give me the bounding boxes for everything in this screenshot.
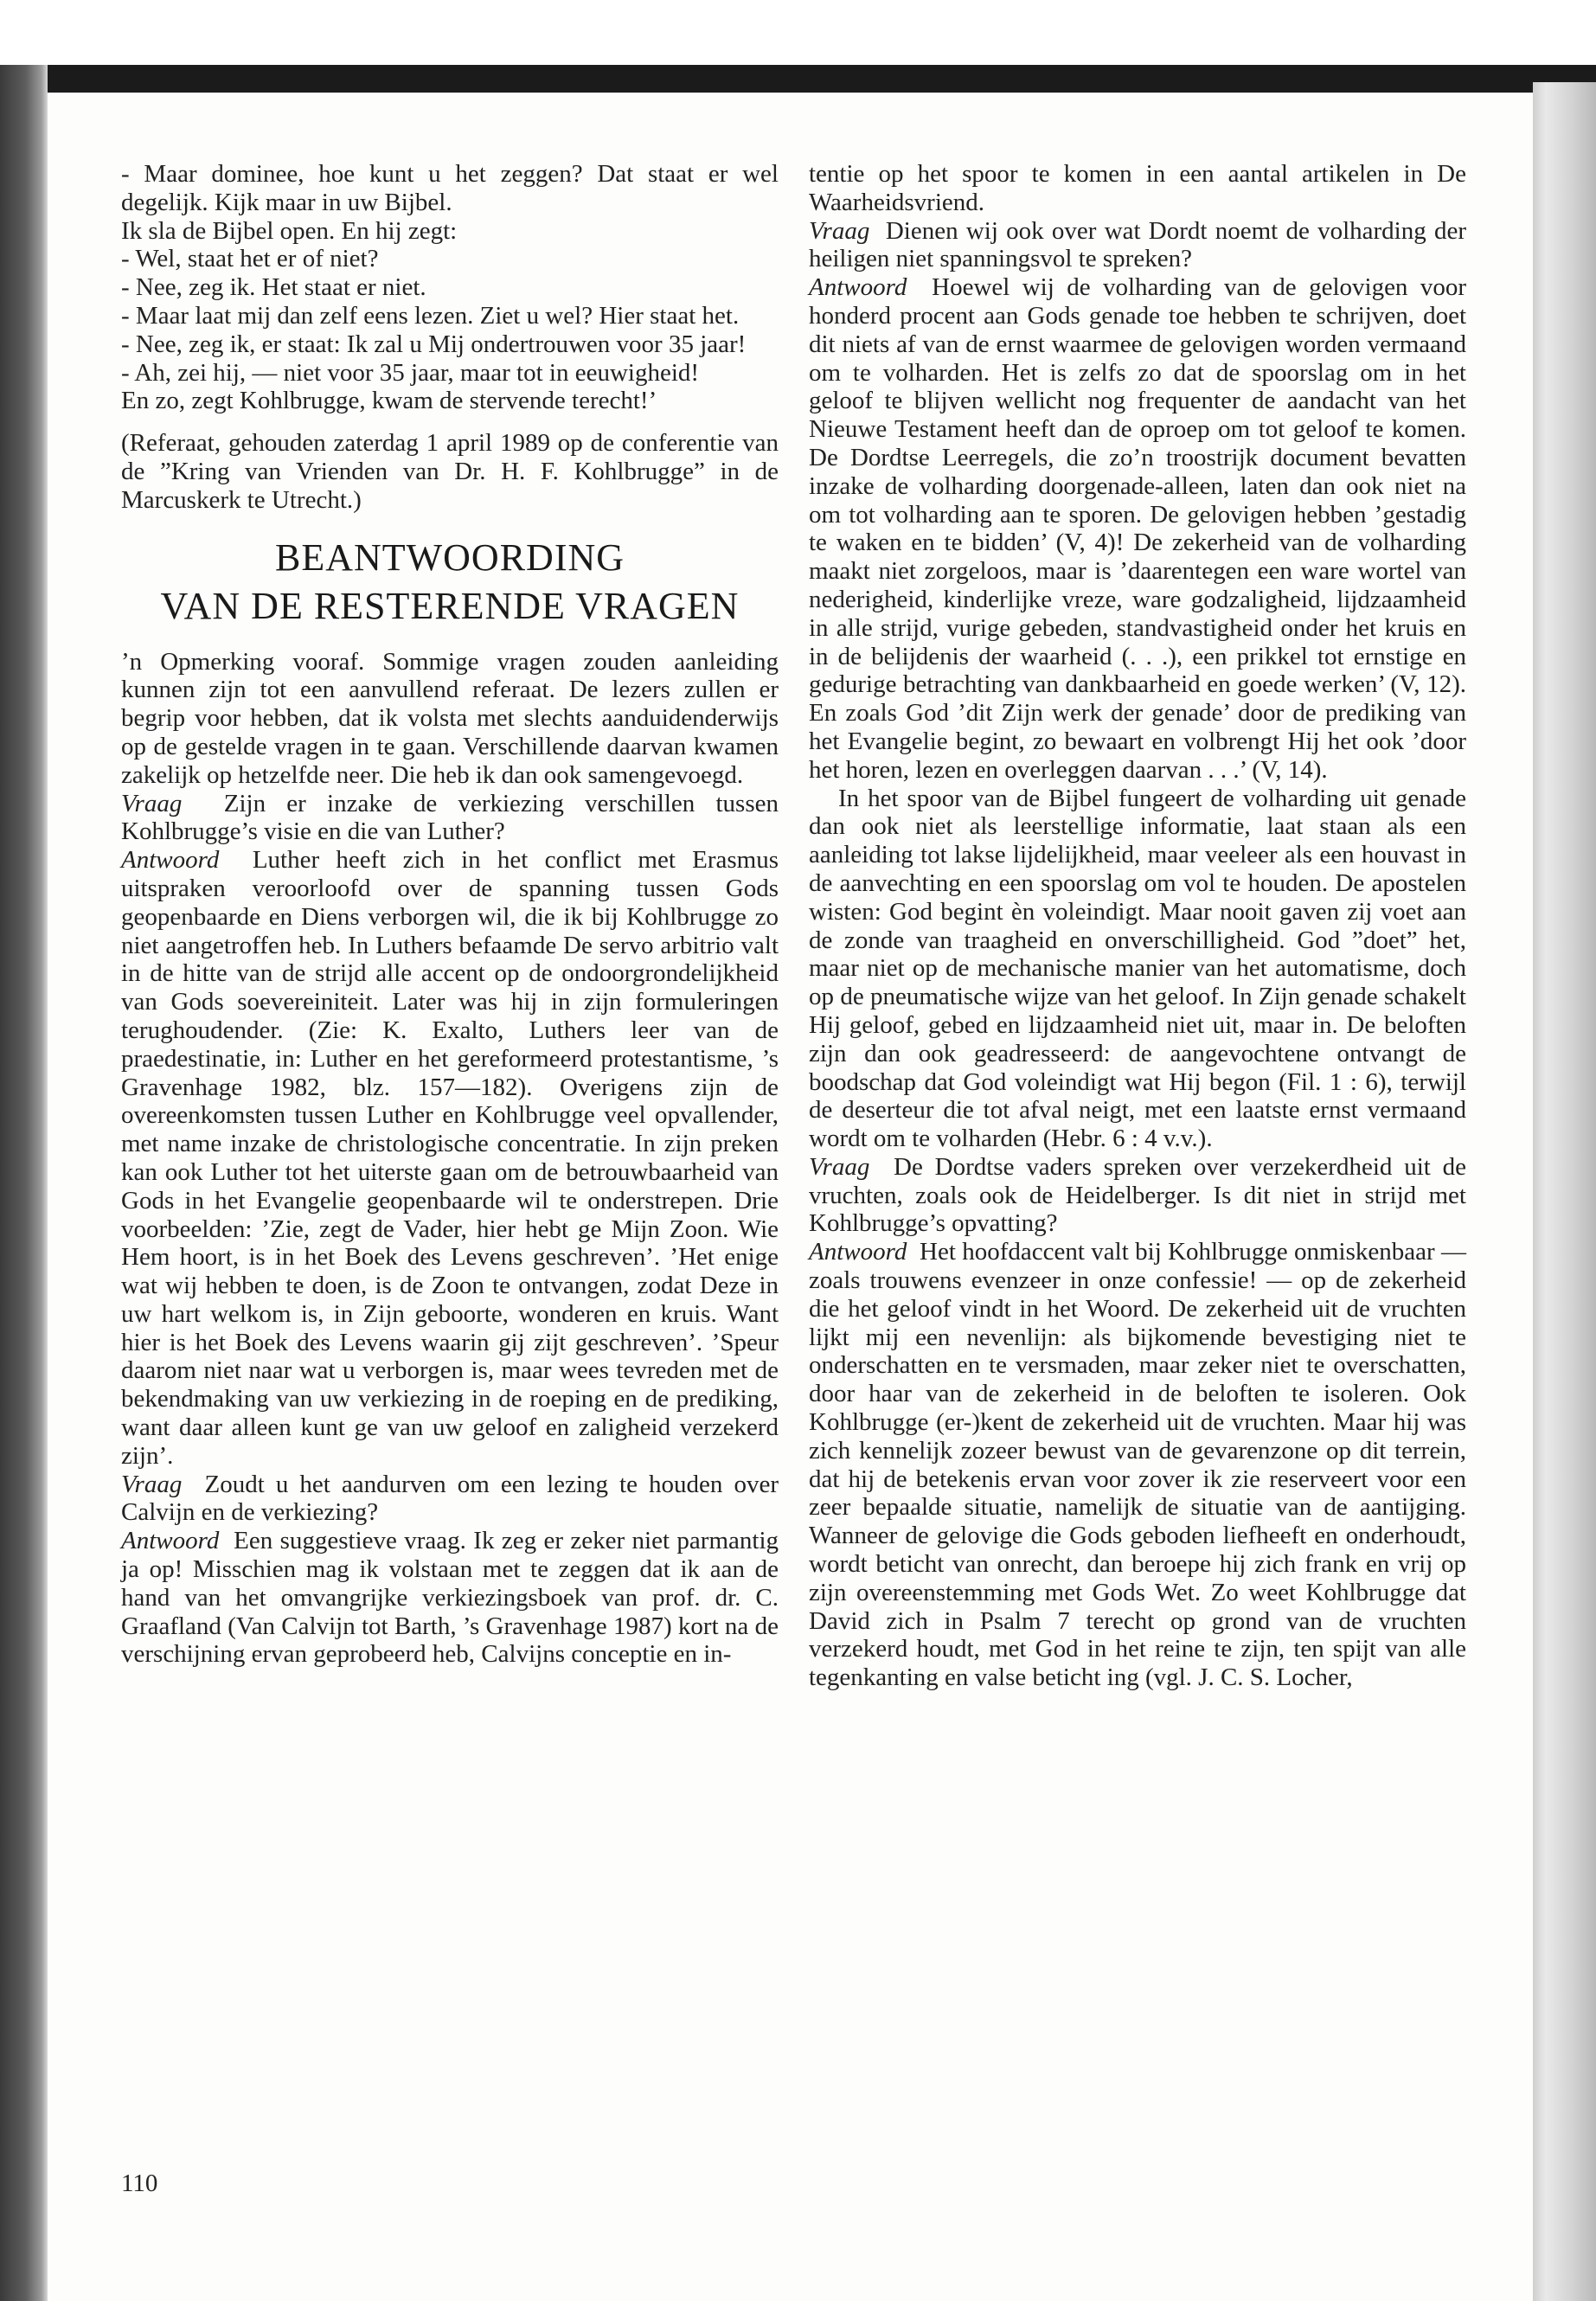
- dialogue-line: - Maar laat mij dan zelf eens lezen. Ziet u wel? Hier staat het.: [121, 301, 740, 330]
- question-text: Dienen wij ook over wat Dordt noemt de volharding der heiligen niet spanningsvol te spreken?: [809, 216, 1466, 273]
- dialogue-line: - Maar dominee, hoe kunt u het zeggen? Dat staat er wel degelijk. Kijk maar in uw Bijbel.: [121, 160, 779, 216]
- dialogue-line: - Nee, zeg ik. Het staat er niet.: [121, 273, 426, 302]
- left-column: [121, 160, 779, 1669]
- vraag-label: Vraag: [809, 216, 870, 245]
- page-number: 110: [121, 2170, 158, 2197]
- scan-left-border: [0, 65, 48, 2301]
- antwoord-label: Antwoord: [809, 273, 907, 302]
- section-heading: [121, 534, 779, 631]
- question-text: Zijn er inzake de verkiezing verschillen tussen Kohlbrugge’s visie en die van Luther?: [121, 789, 779, 846]
- intro-paragraph: ’n Opmerking vooraf. Sommige vragen zouden aanleiding kunnen zijn tot een aanvullend referaat. De lezers zullen er begrip voor hebben, dat ik volsta met slechts aanduidenderwijs op de gestelde vragen in te gaan. Verschillende daarvan kwamen zakelijk op hetzelfde neer. Die heb ik dan ook samengevoegd.: [121, 647, 779, 789]
- lecture-note: (Referaat, gehouden zaterdag 1 april 1989 op de conferentie van de ”Kring van Vrienden van Dr. H. F. Kohlbrugge” in de Marcuskerk te Utrecht.): [121, 429, 779, 514]
- answer-text: Een suggestieve vraag. Ik zeg er zeker niet parmantig ja op! Misschien mag ik volstaan met te zeggen dat ik aan de hand van het omvangrijke verkiezingsboek van prof. dr. C. Graafland (Van Calvijn tot Barth, ’s Gravenhage 1987) kort na de verschijning ervan geprobeerd heb, Calvijns conceptie en in-: [121, 1527, 779, 1669]
- question-3: [809, 217, 1466, 274]
- dialogue-line: Ik sla de Bijbel open. En hij zegt:: [121, 216, 458, 245]
- question-text: Zoudt u het aandurven om een lezing te houden over Calvijn en de verkiezing?: [121, 1470, 779, 1527]
- heading-line-1: BEANTWOORDING: [274, 535, 625, 579]
- answer-1: [121, 846, 779, 1471]
- scan-right-page-edge: [1533, 82, 1596, 2301]
- right-column: [809, 160, 1466, 1692]
- vraag-label: Vraag: [121, 1470, 183, 1498]
- vraag-label: Vraag: [121, 789, 183, 817]
- dialogue-line: - Wel, staat het er of niet?: [121, 245, 379, 273]
- answer-text: Luther heeft zich in het conflict met Erasmus uitspraken veroorloofd over de spanning tussen Gods geopenbaarde en Diens verborgen wil, die ik bij Kohlbrugge zo niet aangetroffen heb. In Luthers befaamde De servo arbitrio valt in de hitte van de strijd alle accent op de ondoorgrondelijkheid van Gods soevereiniteit. Later was hij in zijn formuleringen terughoudender. (Zie: K. Exalto, Luthers leer van de praedestinatie, in: Luther en het gereformeerd protestantisme, ’s Gravenhage 1982, blz. 157—182). Overigens zijn de overeenkomsten tussen Luther en Kohlbrugge veel opvallender, met name inzake de christologische concentratie. In zijn preken kan ook Luther tot het uiterste gaan om de betrouwbaarheid van Gods in het Evangelie geopenbaarde wil te onderstrepen. Drie voorbeelden: ’Zie, zegt de Vader, hier hebt ge Mijn Zoon. Wie Hem hoort, is in het Boek des Levens geschreven’. ’Het enige wat wij hebben te doen, is de Zoon te ontvangen, zodat Deze in uw hart welkom is, in Zijn geboorte, wonderen en kruis. Want hier is het Boek des Levens waarin gij zijt geschreven’. ’Speur daarom niet naar wat u verborgen is, maar wees tevreden met de bekendmaking van uw verkiezing in de roeping en de prediking, want daar alleen kunt ge van uw geloof en zaligheid verzekerd zijn’.: [121, 846, 779, 1470]
- scan-top-border: [0, 65, 1596, 93]
- antwoord-label: Antwoord: [809, 1238, 907, 1266]
- continuation-paragraph: tentie op het spoor te komen in een aantal artikelen in De Waarheidsvriend.: [809, 160, 1466, 216]
- antwoord-label: Antwoord: [121, 1527, 220, 1555]
- question-4: [809, 1153, 1466, 1238]
- answer-4: [809, 1238, 1466, 1692]
- question-2: [121, 1471, 779, 1528]
- answer-3: [809, 273, 1466, 784]
- dialogue-line: - Ah, zei hij, — niet voor 35 jaar, maar tot in eeuwigheid!: [121, 358, 700, 387]
- answer-2: [121, 1527, 779, 1669]
- heading-line-2: VAN DE RESTERENDE VRAGEN: [160, 584, 740, 627]
- answer-text: Het hoofdaccent valt bij Kohlbrugge onmiskenbaar — zoals trouwens evenzeer in onze confessie! — op de zekerheid die het geloof vindt in het Woord. De zekerheid uit de vruchten lijkt mij een nevenlijn: als bijkomende bevestiging niet te onderschatten en te versmaden, maar zeker niet te overschatten, door haar van de zekerheid in de beloften te isoleren. Ook Kohlbrugge (er-)kent de zekerheid uit de vruchten. Maar hij was zich kennelijk zozeer bewust van de gevarenzone op dit terrein, dat hij de betekenis ervan voor zover ik zie reserveert voor een zeer bepaalde situatie, namelijk de situatie van de aantijging. Wanneer de gelovige die Gods geboden liefheeft en onderhoudt, wordt beticht van onrecht, dan beroepe hij zich frank en vrij op zijn overeenstemming met Gods Wet. Zo weet Kohlbrugge dat David zich in Psalm 7 terecht op grond van de vruchten verzekerd houdt, met God in het reine te zijn, ten spijt van alle tegenkanting en valse beticht ing (vgl. J. C. S. Locher,: [809, 1238, 1467, 1692]
- volharding-paragraph: In het spoor van de Bijbel fungeert de volharding uit genade dan ook niet als leerstellige informatie, laat staan als een aanleiding tot lakse lijdelijkheid, maar veeleer als een houvast in de aanvechting en een spoorslag om vol te houden. De apostelen wisten: God begint èn voleindigt. Maar nooit gaven zij voet aan de zonde van traagheid en onverschilligheid. God ”doet” het, maar niet op de mechanische manier van het automatisme, doch op de pneumatische wijze van het geloof. In Zijn genade schakelt Hij geloof, gebed en lijdzaamheid niet uit, maar in. De beloften zijn dan ook geadresseerd: de aangevochtene ontvangt de boodschap dat God voleindigt wat Hij begon (Fil. 1 : 6), terwijl de deserteur die tot afval neigt, met een laatste ernst vermaand wordt om te volharden (Hebr. 6 : 4 v.v.).: [809, 784, 1466, 1153]
- dialogue-line: - Nee, zeg ik, er staat: Ik zal u Mij ondertrouwen voor 35 jaar!: [121, 330, 747, 358]
- antwoord-label: Antwoord: [121, 846, 220, 875]
- dialogue-line: En zo, zegt Kohlbrugge, kwam de stervende terecht!’: [121, 387, 657, 415]
- answer-text: Hoewel wij de volharding van de gelovigen voor honderd procent aan Gods genade toe hebben te schrijven, doet dit niets af van de ernst waarmee de gelovigen worden vermaand om te volharden. Het is zelfs zo dat de spoorslag om in het geloof te blijven wellicht nog frequenter de aandacht van het Nieuwe Testament heeft dan de oproep om tot geloof te komen. De Dordtse Leerregels, die zo’n troostrijk document bevatten inzake de volharding doorgenade-alleen, laten dan ook niet na om tot volharding aan te sporen. De gelovigen hebben ’gestadig te waken en te bidden’ (V, 4)! De zekerheid van de volharding maakt niet zorgeloos, maar is ’daarentegen een ware wortel van nederigheid, kinderlijke vreze, ware godzaligheid, lijdzaamheid in alle strijd, vurige gebeden, standvastigheid onder het kruis en in de belijdenis der waarheid (. . .), een prikkel tot ernstige en gedurige betrachting van dankbaarheid en goede werken’ (V, 12). En zoals God ’dit Zijn werk der genade’ door de prediking van het Evangelie begint, zo bewaart en volbrengt Hij het ook ’door het horen, lezen en overleggen daarvan . . .’ (V, 14).: [809, 273, 1466, 784]
- question-1: [121, 790, 779, 847]
- question-text: De Dordtse vaders spreken over verzekerdheid uit de vruchten, zoals ook de Heidelberger. Is dit niet in strijd met Kohlbrugge’s opvatting?: [809, 1152, 1467, 1238]
- vraag-label: Vraag: [809, 1152, 870, 1181]
